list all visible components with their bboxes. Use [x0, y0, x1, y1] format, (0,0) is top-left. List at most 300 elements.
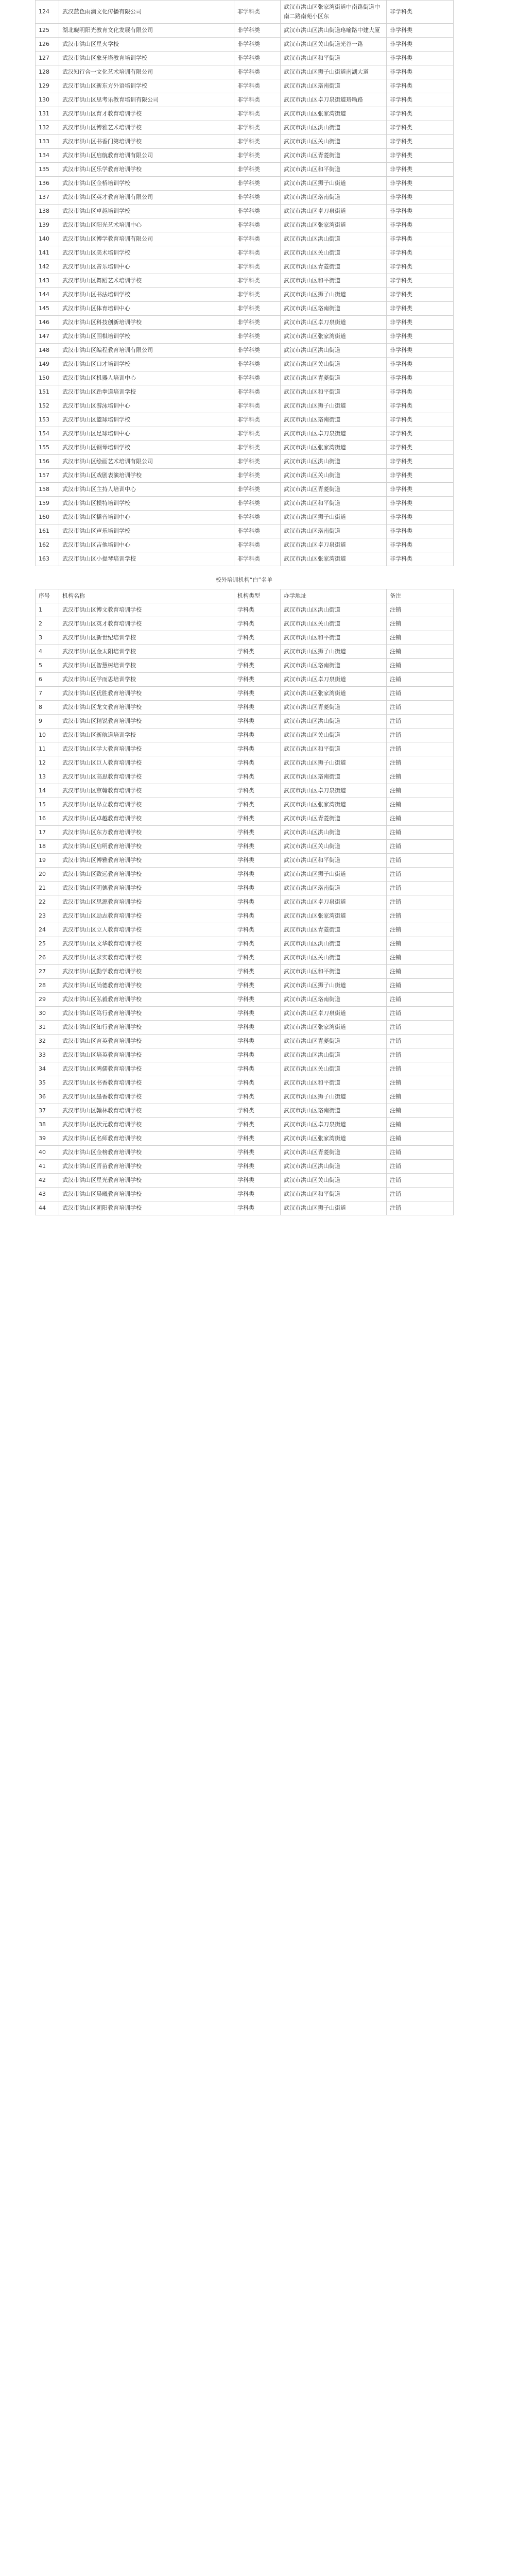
cell-type: 学科类 — [234, 1174, 281, 1188]
table-row — [36, 715, 454, 728]
table-row — [36, 316, 454, 330]
cell-name: 武汉市洪山区京翰教育培训学校 — [59, 784, 234, 798]
cell-remark: 非学科类 — [387, 427, 454, 441]
cell-name: 武汉市洪山区求实教育培训学校 — [59, 951, 234, 965]
cell-remark: 注销 — [387, 728, 454, 742]
table-row — [36, 93, 454, 107]
cell-address: 武汉市洪山区关山街道 — [281, 840, 387, 854]
cell-type: 学科类 — [234, 1201, 281, 1215]
cell-name: 武汉市洪山区立人教育培训学校 — [59, 923, 234, 937]
cell-remark: 非学科类 — [387, 274, 454, 288]
cell-address: 武汉市洪山区和平街道 — [281, 965, 387, 979]
cell-name: 湖北晓明阳光教育文化发展有限公司 — [59, 24, 234, 38]
cell-remark: 非学科类 — [387, 538, 454, 552]
cell-index: 35 — [36, 1076, 59, 1090]
cell-name: 武汉市洪山区足球培训中心 — [59, 427, 234, 441]
cell-address: 武汉市洪山区张家湾街道 — [281, 107, 387, 121]
cell-index: 6 — [36, 673, 59, 687]
cell-type: 学科类 — [234, 1062, 281, 1076]
table-row — [36, 330, 454, 344]
cell-address: 武汉市洪山区狮子山街道 — [281, 868, 387, 882]
cell-name: 武汉市洪山区明德教育培训学校 — [59, 882, 234, 895]
cell-address: 武汉市洪山区关山街道 — [281, 617, 387, 631]
table-row — [36, 38, 454, 52]
cell-address: 武汉市洪山区狮子山街道 — [281, 1201, 387, 1215]
cell-remark: 注销 — [387, 770, 454, 784]
cell-index: 4 — [36, 645, 59, 659]
cell-remark: 注销 — [387, 951, 454, 965]
cell-type: 非学科类 — [234, 38, 281, 52]
cell-type: 学科类 — [234, 1021, 281, 1035]
cell-address: 武汉市洪山区珞南街道 — [281, 413, 387, 427]
table-row — [36, 673, 454, 687]
cell-name: 武汉市洪山区昂立教育培训学校 — [59, 798, 234, 812]
cell-type: 学科类 — [234, 617, 281, 631]
table-row — [36, 617, 454, 631]
cell-type: 学科类 — [234, 1132, 281, 1146]
table-row — [36, 826, 454, 840]
cell-name: 武汉市洪山区星火学校 — [59, 38, 234, 52]
table-row — [36, 163, 454, 177]
cell-remark: 注销 — [387, 784, 454, 798]
cell-address: 武汉市洪山区卓刀泉街道 — [281, 205, 387, 218]
cell-type: 学科类 — [234, 770, 281, 784]
cell-type: 学科类 — [234, 1076, 281, 1090]
cell-remark: 注销 — [387, 812, 454, 826]
cell-index: 2 — [36, 617, 59, 631]
cell-remark: 非学科类 — [387, 163, 454, 177]
cell-address: 武汉市洪山区狮子山街道南湖大道 — [281, 65, 387, 79]
cell-remark: 非学科类 — [387, 469, 454, 483]
cell-index: 20 — [36, 868, 59, 882]
cell-address: 武汉市洪山区卓刀泉街道 — [281, 316, 387, 330]
table-row — [36, 1, 454, 24]
cell-address: 武汉市洪山区关山街道 — [281, 728, 387, 742]
cell-type: 学科类 — [234, 1048, 281, 1062]
cell-name: 武汉市洪山区墨香教育培训学校 — [59, 1090, 234, 1104]
cell-remark: 非学科类 — [387, 149, 454, 163]
cell-address: 武汉市洪山区珞南街道 — [281, 302, 387, 316]
cell-name: 武汉市洪山区英才教育培训有限公司 — [59, 191, 234, 205]
table-row — [36, 427, 454, 441]
cell-index: 23 — [36, 909, 59, 923]
cell-name: 武汉市洪山区学大教育培训学校 — [59, 742, 234, 756]
cell-name: 武汉蓝色雨滴文化传播有限公司 — [59, 1, 234, 24]
cell-name: 武汉市洪山区吉他培训中心 — [59, 538, 234, 552]
table-row — [36, 895, 454, 909]
cell-type: 学科类 — [234, 742, 281, 756]
table-row — [36, 79, 454, 93]
table-row — [36, 302, 454, 316]
cell-address: 武汉市洪山区珞南街道 — [281, 659, 387, 673]
cell-index: 15 — [36, 798, 59, 812]
cell-index: 135 — [36, 163, 59, 177]
cell-address: 武汉市洪山区卓刀泉街道珞喻路 — [281, 93, 387, 107]
cell-index: 143 — [36, 274, 59, 288]
cell-type: 学科类 — [234, 687, 281, 701]
cell-remark: 非学科类 — [387, 455, 454, 469]
table-row — [36, 497, 454, 511]
cell-remark: 注销 — [387, 1201, 454, 1215]
cell-type: 非学科类 — [234, 385, 281, 399]
cell-type: 非学科类 — [234, 316, 281, 330]
cell-index: 37 — [36, 1104, 59, 1118]
cell-type: 非学科类 — [234, 246, 281, 260]
cell-name: 武汉市洪山区致远教育培训学校 — [59, 868, 234, 882]
cell-type: 学科类 — [234, 1090, 281, 1104]
cell-type: 非学科类 — [234, 135, 281, 149]
cell-index: 7 — [36, 687, 59, 701]
cell-type: 非学科类 — [234, 413, 281, 427]
cell-remark: 非学科类 — [387, 135, 454, 149]
cell-type: 非学科类 — [234, 552, 281, 566]
cell-index: 147 — [36, 330, 59, 344]
cell-address: 武汉市洪山区洪山街道 — [281, 603, 387, 617]
header-name: 机构名称 — [59, 589, 234, 603]
cell-address: 武汉市洪山区卓刀泉街道 — [281, 673, 387, 687]
table-row — [36, 538, 454, 552]
cell-remark: 注销 — [387, 1146, 454, 1160]
cell-remark: 注销 — [387, 715, 454, 728]
cell-index: 142 — [36, 260, 59, 274]
cell-remark: 注销 — [387, 673, 454, 687]
cell-remark: 注销 — [387, 868, 454, 882]
cell-type: 学科类 — [234, 882, 281, 895]
cell-index: 134 — [36, 149, 59, 163]
cell-address: 武汉市洪山区和平街道 — [281, 631, 387, 645]
cell-index: 128 — [36, 65, 59, 79]
cell-address: 武汉市洪山区洪山街道 — [281, 1048, 387, 1062]
cell-remark: 注销 — [387, 1118, 454, 1132]
cell-name: 武汉市洪山区科技创新培训学校 — [59, 316, 234, 330]
table-row — [36, 511, 454, 524]
cell-index: 162 — [36, 538, 59, 552]
cell-type: 非学科类 — [234, 205, 281, 218]
cell-remark: 注销 — [387, 659, 454, 673]
cell-index: 33 — [36, 1048, 59, 1062]
cell-type: 学科类 — [234, 728, 281, 742]
table-row — [36, 784, 454, 798]
cell-index: 163 — [36, 552, 59, 566]
table-row — [36, 1062, 454, 1076]
table-upper-body — [36, 1, 454, 566]
cell-name: 武汉市洪山区戏剧表演培训学校 — [59, 469, 234, 483]
cell-index: 157 — [36, 469, 59, 483]
cell-name: 武汉市洪山区文华教育培训学校 — [59, 937, 234, 951]
cell-type: 非学科类 — [234, 163, 281, 177]
cell-type: 非学科类 — [234, 52, 281, 65]
cell-index: 39 — [36, 1132, 59, 1146]
cell-name: 武汉市洪山区卓越培训学校 — [59, 205, 234, 218]
table-row — [36, 798, 454, 812]
cell-index: 158 — [36, 483, 59, 497]
cell-name: 武汉市洪山区博雅艺术培训学校 — [59, 121, 234, 135]
cell-type: 非学科类 — [234, 107, 281, 121]
cell-remark: 注销 — [387, 645, 454, 659]
cell-type: 学科类 — [234, 1146, 281, 1160]
cell-remark: 非学科类 — [387, 260, 454, 274]
cell-remark: 注销 — [387, 687, 454, 701]
cell-type: 学科类 — [234, 1118, 281, 1132]
cell-remark: 注销 — [387, 1048, 454, 1062]
cell-index: 9 — [36, 715, 59, 728]
cell-index: 14 — [36, 784, 59, 798]
cell-name: 武汉市洪山区小提琴培训学校 — [59, 552, 234, 566]
table-row — [36, 951, 454, 965]
cell-address: 武汉市洪山区卓刀泉街道 — [281, 895, 387, 909]
cell-remark: 注销 — [387, 826, 454, 840]
table-row — [36, 812, 454, 826]
table-row — [36, 701, 454, 715]
table-row — [36, 232, 454, 246]
cell-index: 29 — [36, 993, 59, 1007]
document — [35, 0, 453, 1215]
cell-index: 38 — [36, 1118, 59, 1132]
cell-remark: 非学科类 — [387, 524, 454, 538]
cell-type: 非学科类 — [234, 191, 281, 205]
table-row — [36, 371, 454, 385]
cell-remark: 注销 — [387, 895, 454, 909]
cell-name: 武汉市洪山区卓越教育培训学校 — [59, 812, 234, 826]
cell-type: 学科类 — [234, 756, 281, 770]
cell-address: 武汉市洪山区关山街道 — [281, 246, 387, 260]
cell-remark: 注销 — [387, 937, 454, 951]
cell-address: 武汉市洪山区和平街道 — [281, 274, 387, 288]
cell-type: 非学科类 — [234, 483, 281, 497]
cell-address: 武汉市洪山区狮子山街道 — [281, 399, 387, 413]
table-row — [36, 1035, 454, 1048]
cell-remark: 非学科类 — [387, 511, 454, 524]
cell-type: 非学科类 — [234, 455, 281, 469]
table-row — [36, 1188, 454, 1201]
table-row — [36, 552, 454, 566]
cell-address: 武汉市洪山区珞南街道 — [281, 1104, 387, 1118]
cell-index: 11 — [36, 742, 59, 756]
cell-type: 非学科类 — [234, 24, 281, 38]
cell-name: 武汉市洪山区美术培训学校 — [59, 246, 234, 260]
cell-type: 非学科类 — [234, 358, 281, 371]
cell-name: 武汉市洪山区金太阳培训学校 — [59, 645, 234, 659]
cell-name: 武汉市洪山区翰林教育培训学校 — [59, 1104, 234, 1118]
cell-type: 非学科类 — [234, 232, 281, 246]
cell-address: 武汉市洪山区青菱街道 — [281, 1146, 387, 1160]
table-row — [36, 979, 454, 993]
cell-name: 武汉市洪山区声乐培训学校 — [59, 524, 234, 538]
cell-type: 非学科类 — [234, 441, 281, 455]
table-row — [36, 344, 454, 358]
cell-address: 武汉市洪山区洪山街道珞喻路中建大厦 — [281, 24, 387, 38]
cell-type: 非学科类 — [234, 218, 281, 232]
table-row — [36, 909, 454, 923]
cell-type: 学科类 — [234, 951, 281, 965]
cell-name: 武汉市洪山区名师教育培训学校 — [59, 1132, 234, 1146]
table-row — [36, 1076, 454, 1090]
cell-remark: 非学科类 — [387, 288, 454, 302]
cell-remark: 非学科类 — [387, 232, 454, 246]
cell-type: 非学科类 — [234, 330, 281, 344]
cell-remark: 非学科类 — [387, 385, 454, 399]
cell-type: 学科类 — [234, 965, 281, 979]
cell-type: 非学科类 — [234, 65, 281, 79]
cell-type: 学科类 — [234, 1007, 281, 1021]
table-row — [36, 135, 454, 149]
table-row — [36, 1021, 454, 1035]
cell-address: 武汉市洪山区张家湾街道 — [281, 330, 387, 344]
cell-index: 148 — [36, 344, 59, 358]
cell-name: 武汉市洪山区新东方外语培训学校 — [59, 79, 234, 93]
cell-name: 武汉市洪山区优胜教育培训学校 — [59, 687, 234, 701]
cell-index: 24 — [36, 923, 59, 937]
cell-remark: 注销 — [387, 909, 454, 923]
cell-index: 12 — [36, 756, 59, 770]
cell-remark: 非学科类 — [387, 441, 454, 455]
cell-address: 武汉市洪山区关山街道光谷一路 — [281, 38, 387, 52]
table-row — [36, 728, 454, 742]
cell-name: 武汉市洪山区状元教育培训学校 — [59, 1118, 234, 1132]
cell-address: 武汉市洪山区关山街道 — [281, 1174, 387, 1188]
cell-type: 学科类 — [234, 673, 281, 687]
table-row — [36, 524, 454, 538]
cell-remark: 非学科类 — [387, 552, 454, 566]
cell-index: 1 — [36, 603, 59, 617]
cell-index: 16 — [36, 812, 59, 826]
table-row — [36, 413, 454, 427]
table-upper — [35, 0, 454, 566]
cell-index: 126 — [36, 38, 59, 52]
cell-remark: 非学科类 — [387, 177, 454, 191]
cell-type: 非学科类 — [234, 93, 281, 107]
cell-address: 武汉市洪山区洪山街道 — [281, 344, 387, 358]
table-row — [36, 399, 454, 413]
cell-index: 22 — [36, 895, 59, 909]
table-row — [36, 107, 454, 121]
cell-index: 13 — [36, 770, 59, 784]
cell-name: 武汉市洪山区高思教育培训学校 — [59, 770, 234, 784]
cell-index: 124 — [36, 1, 59, 24]
cell-remark: 注销 — [387, 1188, 454, 1201]
table-row — [36, 1146, 454, 1160]
cell-remark: 非学科类 — [387, 497, 454, 511]
cell-index: 40 — [36, 1146, 59, 1160]
cell-index: 44 — [36, 1201, 59, 1215]
cell-remark: 注销 — [387, 617, 454, 631]
cell-index: 160 — [36, 511, 59, 524]
cell-name: 武汉市洪山区播音培训中心 — [59, 511, 234, 524]
cell-type: 非学科类 — [234, 177, 281, 191]
cell-name: 武汉市洪山区博文教育培训学校 — [59, 603, 234, 617]
cell-type: 非学科类 — [234, 344, 281, 358]
cell-name: 武汉市洪山区启明教育培训学校 — [59, 840, 234, 854]
cell-address: 武汉市洪山区和平街道 — [281, 52, 387, 65]
header-remark: 备注 — [387, 589, 454, 603]
cell-name: 武汉市洪山区弘毅教育培训学校 — [59, 993, 234, 1007]
table-whitelist-body — [36, 603, 454, 1215]
cell-name: 武汉市洪山区笃行教育培训学校 — [59, 1007, 234, 1021]
cell-name: 武汉市洪山区口才培训学校 — [59, 358, 234, 371]
cell-index: 41 — [36, 1160, 59, 1174]
cell-remark: 非学科类 — [387, 1, 454, 24]
cell-remark: 注销 — [387, 798, 454, 812]
table-row — [36, 1104, 454, 1118]
cell-index: 21 — [36, 882, 59, 895]
cell-type: 非学科类 — [234, 302, 281, 316]
cell-name: 武汉市洪山区励志教育培训学校 — [59, 909, 234, 923]
cell-index: 145 — [36, 302, 59, 316]
cell-type: 学科类 — [234, 993, 281, 1007]
cell-index: 34 — [36, 1062, 59, 1076]
cell-address: 武汉市洪山区青菱街道 — [281, 149, 387, 163]
cell-name: 武汉市洪山区博雅教育培训学校 — [59, 854, 234, 868]
cell-type: 非学科类 — [234, 524, 281, 538]
cell-name: 武汉市洪山区尚德教育培训学校 — [59, 979, 234, 993]
cell-index: 36 — [36, 1090, 59, 1104]
table-row — [36, 483, 454, 497]
cell-name: 武汉市洪山区巨人教育培训学校 — [59, 756, 234, 770]
cell-remark: 非学科类 — [387, 65, 454, 79]
cell-type: 非学科类 — [234, 149, 281, 163]
cell-type: 非学科类 — [234, 538, 281, 552]
cell-index: 42 — [36, 1174, 59, 1188]
cell-name: 武汉市洪山区书香门第培训学校 — [59, 135, 234, 149]
cell-remark: 注销 — [387, 1090, 454, 1104]
cell-index: 32 — [36, 1035, 59, 1048]
cell-type: 学科类 — [234, 895, 281, 909]
table-row — [36, 840, 454, 854]
cell-type: 学科类 — [234, 840, 281, 854]
cell-remark: 注销 — [387, 840, 454, 854]
cell-remark: 非学科类 — [387, 399, 454, 413]
cell-name: 武汉市洪山区新世纪培训学校 — [59, 631, 234, 645]
cell-type: 学科类 — [234, 937, 281, 951]
cell-name: 武汉市洪山区体育培训中心 — [59, 302, 234, 316]
cell-address: 武汉市洪山区关山街道 — [281, 135, 387, 149]
table-row — [36, 24, 454, 38]
table-row — [36, 1201, 454, 1215]
cell-index: 133 — [36, 135, 59, 149]
cell-name: 武汉市洪山区金榜教育培训学校 — [59, 1146, 234, 1160]
cell-index: 17 — [36, 826, 59, 840]
cell-type: 非学科类 — [234, 79, 281, 93]
cell-remark: 非学科类 — [387, 205, 454, 218]
table-row — [36, 288, 454, 302]
cell-address: 武汉市洪山区珞南街道 — [281, 993, 387, 1007]
table-row — [36, 1090, 454, 1104]
cell-index: 30 — [36, 1007, 59, 1021]
cell-address: 武汉市洪山区和平街道 — [281, 742, 387, 756]
cell-address: 武汉市洪山区张家湾街道 — [281, 1132, 387, 1146]
cell-type: 非学科类 — [234, 497, 281, 511]
cell-address: 武汉市洪山区洪山街道 — [281, 121, 387, 135]
table-row — [36, 52, 454, 65]
cell-address: 武汉市洪山区青菱街道 — [281, 812, 387, 826]
table-row — [36, 274, 454, 288]
cell-type: 学科类 — [234, 1035, 281, 1048]
cell-address: 武汉市洪山区和平街道 — [281, 163, 387, 177]
cell-name: 武汉市洪山区乐学教育培训学校 — [59, 163, 234, 177]
cell-remark: 非学科类 — [387, 107, 454, 121]
cell-type: 学科类 — [234, 868, 281, 882]
cell-remark: 注销 — [387, 742, 454, 756]
cell-remark: 注销 — [387, 854, 454, 868]
cell-type: 非学科类 — [234, 274, 281, 288]
cell-name: 武汉市洪山区培英教育培训学校 — [59, 1048, 234, 1062]
cell-type: 学科类 — [234, 826, 281, 840]
cell-name: 武汉市洪山区鸿儒教育培训学校 — [59, 1062, 234, 1076]
cell-address: 武汉市洪山区青菱街道 — [281, 260, 387, 274]
cell-name: 武汉市洪山区知行教育培训学校 — [59, 1021, 234, 1035]
cell-name: 武汉市洪山区东方教育培训学校 — [59, 826, 234, 840]
table-row — [36, 659, 454, 673]
